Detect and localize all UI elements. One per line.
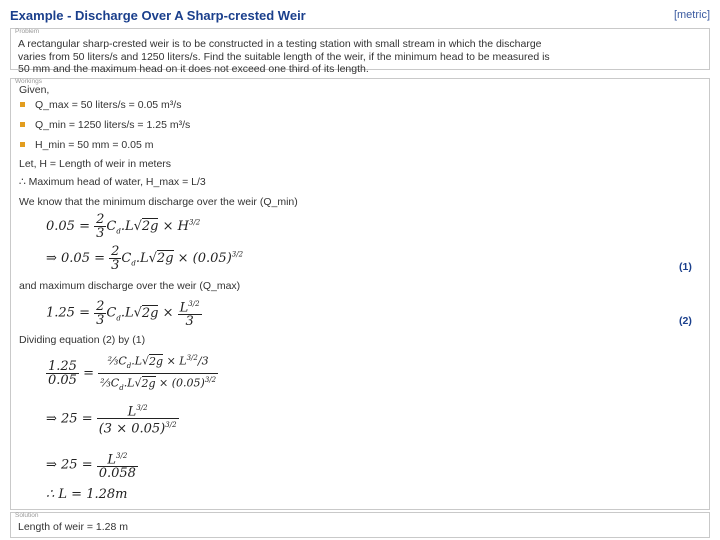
problem-text bbox=[18, 38, 550, 76]
problem-label: Problem bbox=[15, 28, 40, 35]
metric-link[interactable]: [metric] bbox=[673, 9, 710, 21]
dividing-line: Dividing equation (2) by (1) bbox=[19, 334, 146, 346]
given-item-qmin bbox=[20, 118, 190, 138]
problem-line: 50 mm and the maximum head on it does not exceed one third of its length. bbox=[18, 63, 369, 75]
therefore-line: ∴ Maximum head of water, H_max = L/3 bbox=[19, 176, 206, 188]
solution-text: Length of weir = 1.28 m bbox=[18, 521, 129, 533]
solution-label: Solution bbox=[15, 512, 39, 519]
given-text: Q_max = 50 liters/s = 0.05 m³/s bbox=[35, 99, 182, 111]
solution-box bbox=[10, 512, 710, 538]
workings-label: Workings bbox=[15, 78, 42, 85]
given-list bbox=[20, 98, 190, 158]
problem-line: varies from 50 liters/s and 1250 liters/s. Find the suitable length of the weir, if the minimum head to be measured is bbox=[18, 50, 550, 63]
equation-2: 1.25 = $\frac{2}{3}$ $C_d.L√2g$ × $\frac{L^{3/2}}{3}$ bbox=[46, 298, 200, 330]
max-discharge-line: and maximum discharge over the weir (Q_max) bbox=[19, 280, 241, 292]
equation-1: ⇒ 0.05 = $\frac{2}{3}$ $C_d.L√2g \times (0.05)^{3/2}$ bbox=[46, 244, 244, 273]
given-label: Given, bbox=[19, 84, 50, 96]
equation-1-number: (1) bbox=[679, 261, 692, 273]
let-line: Let, H = Length of weir in meters bbox=[19, 158, 172, 170]
given-item-qmax bbox=[20, 98, 190, 118]
problem-box bbox=[10, 28, 710, 75]
title-bar bbox=[10, 8, 710, 26]
equation-25-b: ⇒ 25 = $\frac{L^{3/2}}{0.058}$ bbox=[46, 452, 136, 482]
min-discharge-line: We know that the minimum discharge over the weir (Q_min) bbox=[19, 196, 298, 208]
given-text: H_min = 50 mm = 0.05 m bbox=[35, 139, 154, 151]
problem-line: A rectangular sharp-crested weir is to be constructed in a testing station with small stream in which the discharge bbox=[18, 38, 542, 50]
equation-25-a: ⇒ 25 = $\frac{L^{3/2}}{(3 \times 0.05)^{3/2}}$ bbox=[46, 404, 177, 437]
equation-min-discharge: 0.05 = $\frac{2}{3}$ $C_d.L√2g \times H^{3/2}$ bbox=[46, 212, 201, 241]
equation-ratio: $\frac{1.25}{0.05}$ = $\frac{\frac{2}{3}C_d.L√2g \times L^{3/2}/3}{\frac{2}{3}C_d.L√2g \times (0.05)^{3/2}}$ bbox=[46, 352, 218, 395]
equation-2-number: (2) bbox=[679, 315, 692, 327]
page-title: Example - Discharge Over A Sharp-crested Weir bbox=[10, 8, 306, 23]
given-item-hmin bbox=[20, 138, 190, 158]
given-text: Q_min = 1250 liters/s = 1.25 m³/s bbox=[35, 119, 191, 131]
result-line: ∴ L = 1.28m bbox=[46, 487, 128, 502]
